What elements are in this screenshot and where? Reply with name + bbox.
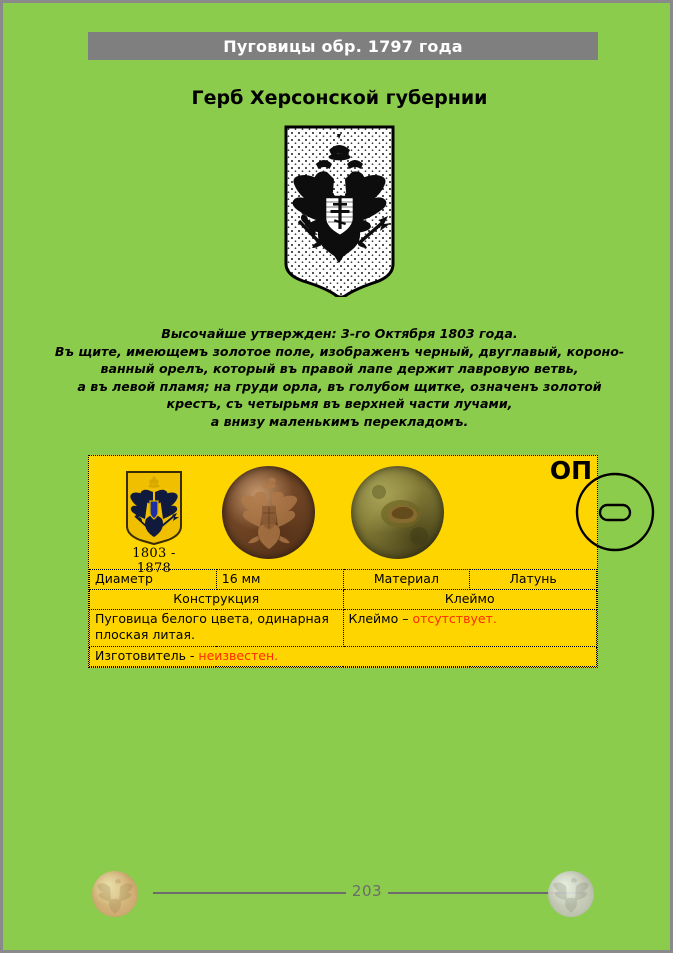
page-number: 203 xyxy=(351,882,383,900)
maker-value: неизвестен. xyxy=(198,648,279,663)
maker-text xyxy=(90,647,597,667)
double-headed-eagle-icon xyxy=(283,124,396,297)
stamp-header: Клеймо xyxy=(343,590,597,610)
maker-prefix: Изготовитель - xyxy=(95,648,199,663)
stamp-text xyxy=(343,610,597,647)
coin-silver-icon xyxy=(548,871,594,917)
table-row-maker xyxy=(90,647,597,667)
coat-of-arms-emblem-image xyxy=(283,124,396,297)
governorate-arms-block xyxy=(118,470,190,576)
material-label: Материал xyxy=(343,570,470,590)
footer-coin-left xyxy=(92,871,138,917)
footer-rule-left xyxy=(153,892,346,894)
page-header-bar xyxy=(88,32,598,60)
description-line: крестъ, съ четырьмя въ верхней части лучами, xyxy=(166,396,513,412)
description-line: Высочайше утвержден: 3-го Октября 1803 года. xyxy=(161,326,518,341)
construction-header: Конструкция xyxy=(90,590,344,610)
stamp-value: отсутствует. xyxy=(412,611,497,626)
material-value: Латунь xyxy=(470,570,597,590)
button-obverse-photo xyxy=(222,466,315,559)
coin-copper-icon xyxy=(92,871,138,917)
button-spec-table xyxy=(89,569,597,667)
blazon-description xyxy=(39,325,640,431)
table-row-section-headers xyxy=(90,590,597,610)
header-title: Пуговицы обр. 1797 года xyxy=(223,36,463,56)
stamp-prefix: Клеймо – xyxy=(348,611,413,626)
table-row-construction-stamp xyxy=(90,610,597,647)
construction-text: Пуговица белого цвета, одинарная плоская литая. xyxy=(90,610,344,647)
diameter-value: 16 мм xyxy=(216,570,343,590)
button-shank-remnant-icon xyxy=(351,466,444,559)
kherson-arms-icon xyxy=(125,470,183,545)
button-obverse-eagle-relief-icon xyxy=(222,466,315,559)
description-line: а въ левой пламя; на груди орла, въ голубом щитке, означенъ золотой xyxy=(77,378,602,394)
description-line: а внизу маленькимъ перекладомъ. xyxy=(210,413,469,429)
page-footer xyxy=(88,865,598,927)
footer-coin-right xyxy=(548,871,594,917)
description-line: ванный орелъ, который въ правой лапе держит лавровую ветвь, xyxy=(100,361,579,377)
button-spec-card xyxy=(88,455,598,668)
description-line: Въ щите, имеющемъ золотое поле, изображенъ черный, двуглавый, короно- xyxy=(54,343,625,359)
button-reverse-photo xyxy=(351,466,444,559)
page-title: Герб Херсонской губернии xyxy=(191,87,488,109)
card-illustration-row xyxy=(89,456,597,576)
op-mark-label: ОП xyxy=(549,456,592,485)
diameter-label: Диаметр xyxy=(90,570,217,590)
arms-date-range: 1803 - 1878 xyxy=(132,546,176,576)
